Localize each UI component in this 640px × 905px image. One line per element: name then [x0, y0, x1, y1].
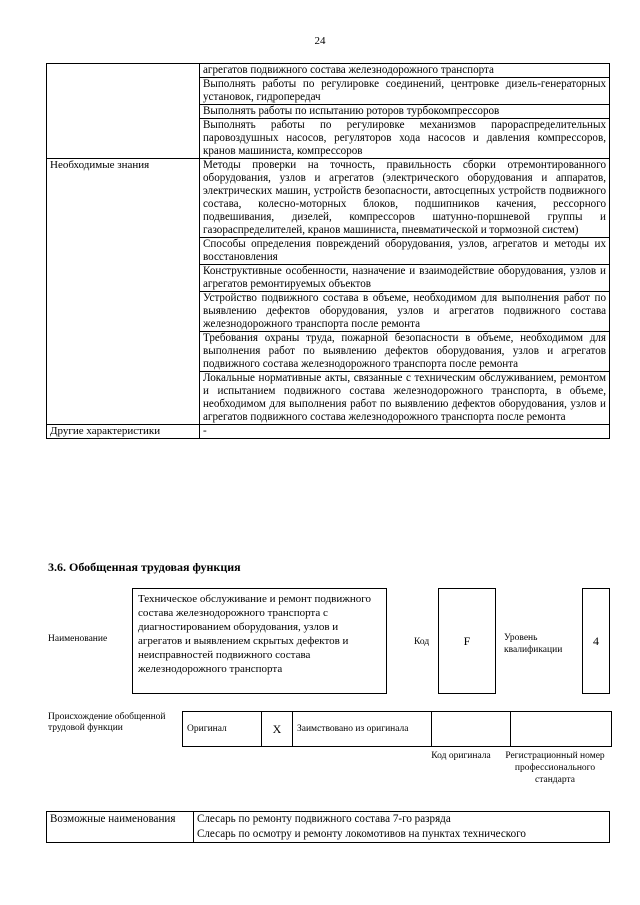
knowledge-table — [46, 63, 610, 439]
row-text: агрегатов подвижного состава железнодорожного транспорта — [200, 64, 610, 78]
row-text: Требования охраны труда, пожарной безопасности в объеме, необходимом для выполнения работ по выявлению дефектов оборудования, узлов и агрегатов подвижного состава железнодорожного транспорта после ремонта — [200, 332, 610, 372]
page-number: 24 — [314, 35, 326, 47]
code-box: F — [438, 588, 496, 694]
borrowed-cell: Заимствовано из оригинала — [293, 712, 432, 747]
qualification-level-label: Уровень квалификации — [504, 633, 563, 655]
possible-names-label: Возможные наименования — [47, 812, 194, 843]
name-label: Наименование — [48, 634, 108, 644]
original-mark: X — [262, 712, 293, 747]
table-row — [47, 159, 610, 238]
row-text: Способы определения повреждений оборудования, узлов, агрегатов и методы их восстановления — [200, 238, 610, 265]
qualification-level-box: 4 — [582, 588, 610, 694]
row-text: Выполнять работы по регулировке механизмов парораспределительных паровоздушных насосов, регуляторов хода насосов и давления компрессоров, кранов машиниста, компрессоров — [200, 119, 610, 159]
row-label — [47, 64, 200, 159]
origin-table — [182, 711, 612, 747]
code-label: Код — [414, 637, 430, 647]
orig-code-cell — [432, 712, 511, 747]
table-row — [47, 64, 610, 78]
row-text: Локальные нормативные акты, связанные с техническим обслуживанием, ремонтом и испытанием подвижного состава железнодорожного транспорта, в объеме, необходимом для выполнения работ по выявлению дефектов оборудования, узлов и агрегатов подвижного состава железнодорожного транспорта после ремонта — [200, 372, 610, 425]
reg-number-caption: Регистрационный номер профессионального стандарта — [505, 751, 605, 785]
table-row — [47, 425, 610, 439]
section-heading: 3.6. Обобщенная трудовая функция — [48, 560, 241, 574]
reg-number-cell — [511, 712, 612, 747]
possible-name-item: Слесарь по осмотру и ремонту локомотивов на пунктах технического — [197, 828, 526, 840]
row-text: Методы проверки на точность, правильность сборки отремонтированного оборудования, узлов и агрегатов (электрического оборудования и аппаратов, электрических машин, устройств безопасности, автосцепных устройств подвижного состава, колесно-моторных блоков, подшипников качения, рессорного подвешивания, дизелей, компрессоров шатунно-поршневой группы и газораспределителей, кранов машиниста, пневматической и тормозной систем) — [200, 159, 610, 238]
row-text: Выполнять работы по регулировке соединений, центровке дизель-генераторных установок, гидропередач — [200, 78, 610, 105]
row-label: Другие характеристики — [47, 425, 200, 439]
possible-names-list — [194, 812, 610, 843]
row-text: Устройство подвижного состава в объеме, необходимом для выполнения работ по выявлению дефектов оборудования, узлов и агрегатов подвижного состава железнодорожного транспорта после ремонта — [200, 292, 610, 332]
original-cell: Оригинал — [183, 712, 262, 747]
row-text: - — [200, 425, 610, 439]
origin-label: Происхождение обобщенной трудовой функции — [48, 712, 166, 733]
row-label: Необходимые знания — [47, 159, 200, 425]
orig-code-caption: Код оригинала — [431, 751, 491, 761]
row-text: Выполнять работы по испытанию роторов турбокомпрессоров — [200, 105, 610, 119]
row-text: Конструктивные особенности, назначение и взаимодействие оборудования, узлов и агрегатов ремонтируемых объектов — [200, 265, 610, 292]
possible-names-table — [46, 811, 610, 843]
possible-name-item: Слесарь по ремонту подвижного состава 7-го разряда — [197, 813, 451, 825]
page-bottom-margin — [40, 848, 620, 905]
function-name-box: Техническое обслуживание и ремонт подвижного состава железнодорожного транспорта с диагностированием оборудования, узлов и агрегатов и выявлением скрытых дефектов и неисправностей подвижного состава железнодорожного транспорта — [132, 588, 387, 694]
